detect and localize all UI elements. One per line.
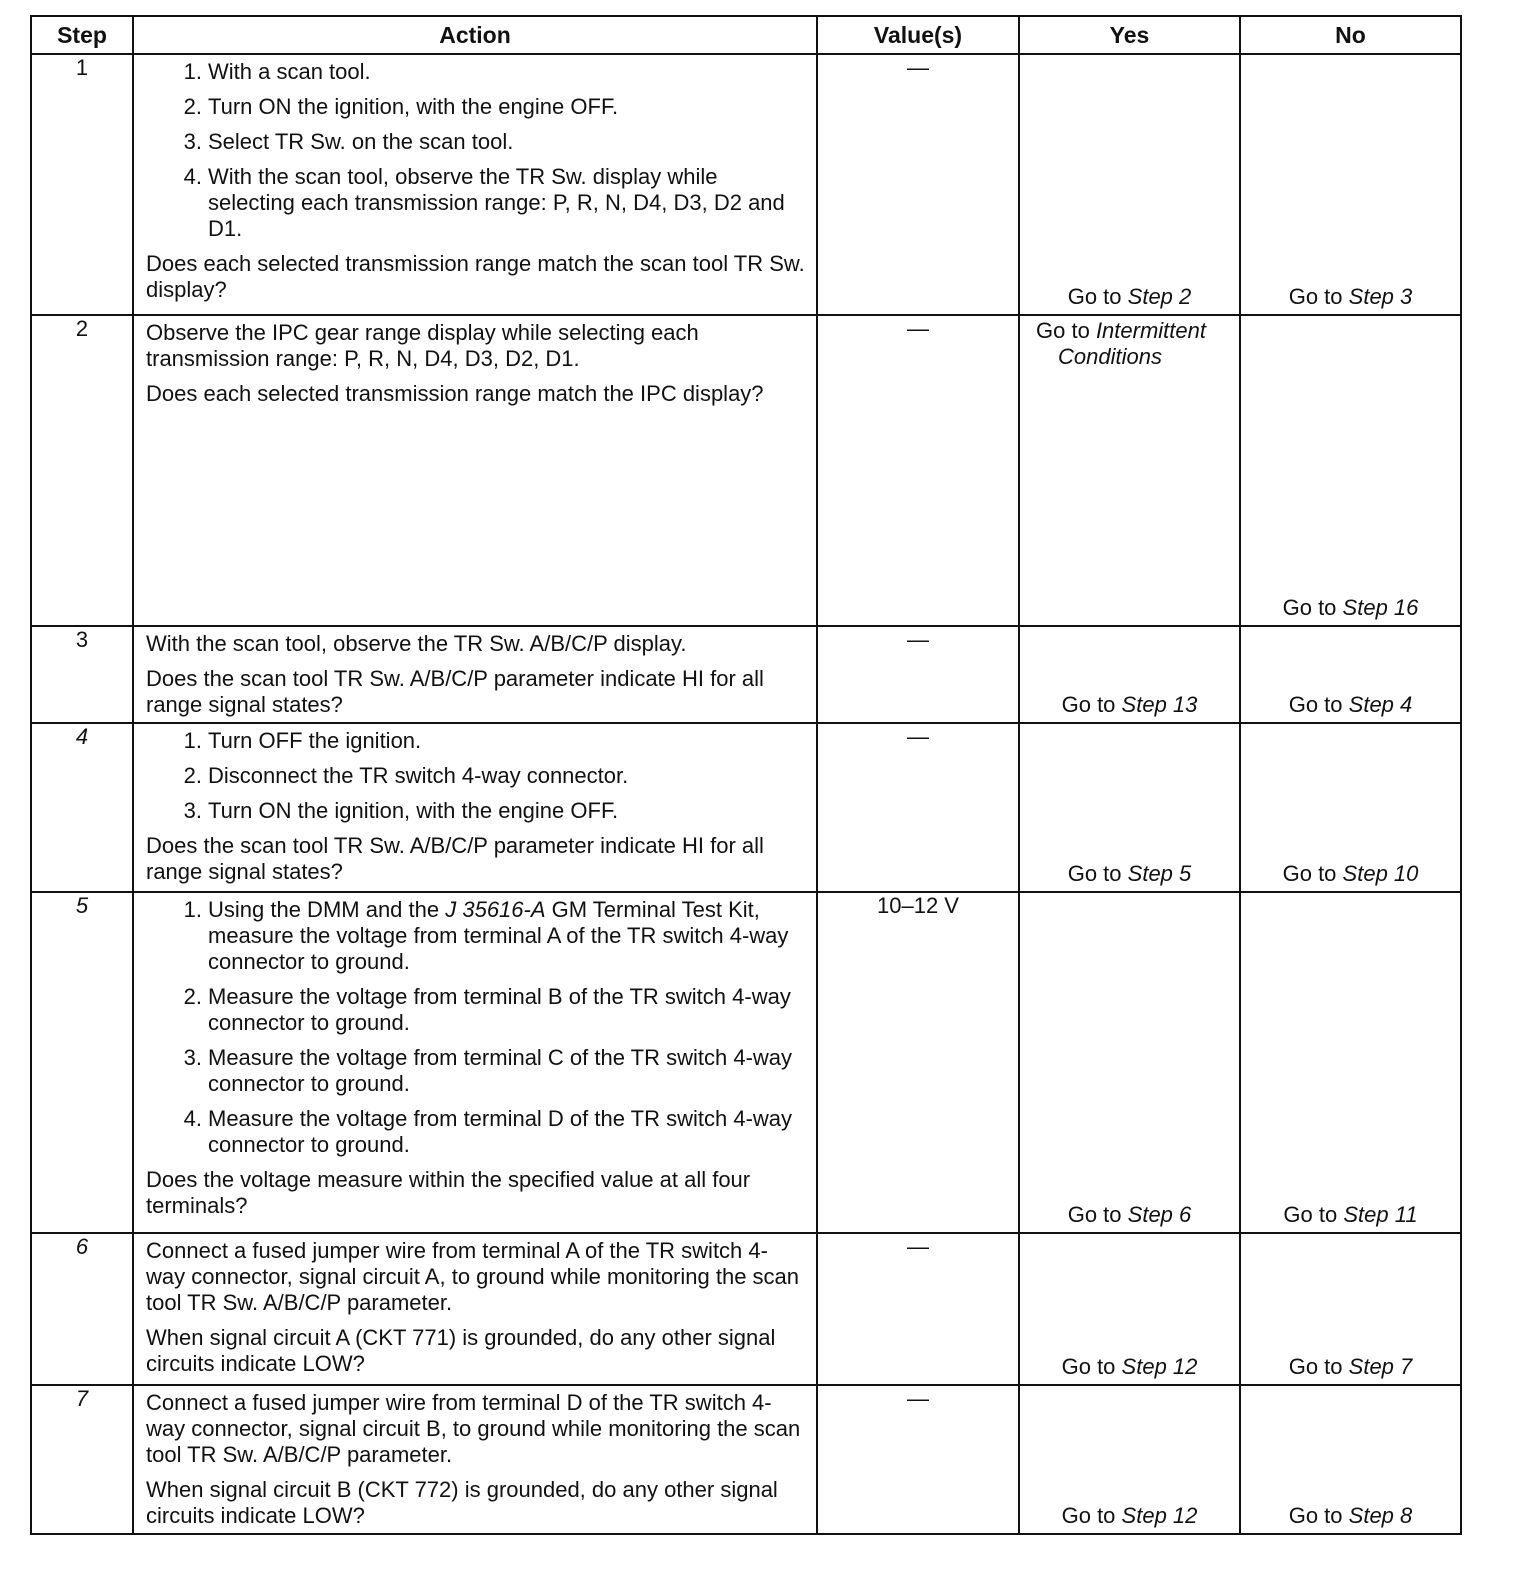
list-item: 3. Measure the voltage from terminal C of the TR switch 4-way connector to ground. xyxy=(183,1045,793,1096)
list-item: 3. Turn ON the ignition, with the engine OFF. xyxy=(183,798,619,823)
header-row xyxy=(31,16,1461,54)
action-cell xyxy=(133,1233,817,1385)
no-goto: Go to Step 8 xyxy=(1288,1503,1413,1528)
header-yes: Yes xyxy=(1019,16,1240,54)
action-cell xyxy=(133,1385,817,1534)
yes-cell xyxy=(1019,1385,1240,1534)
value-cell: 10–12 V xyxy=(817,892,1019,1233)
table-row-step-3 xyxy=(31,626,1461,723)
action-cell xyxy=(133,892,817,1233)
action-text: Connect a fused jumper wire from terminal A of the TR switch 4-way connector, signal circuit A, to ground while monitoring the scan tool TR Sw. A/B/C/P parameter. xyxy=(146,1238,800,1315)
value-cell: — xyxy=(817,54,1019,315)
action-list xyxy=(146,728,806,824)
no-cell xyxy=(1240,1385,1461,1534)
value-cell: — xyxy=(817,1233,1019,1385)
action-question: Does the scan tool TR Sw. A/B/C/P parameter indicate HI for all range signal states? xyxy=(146,833,764,884)
action-question: Does each selected transmission range match the scan tool TR Sw. display? xyxy=(146,251,805,302)
action-cell xyxy=(133,626,817,723)
yes-goto: Go to Step 12 xyxy=(1061,1503,1198,1528)
action-question: When signal circuit B (CKT 772) is grounded, do any other signal circuits indicate LOW? xyxy=(146,1477,778,1528)
action-text: With the scan tool, observe the TR Sw. A/B/C/P display. xyxy=(146,631,687,656)
table-row-step-1 xyxy=(31,54,1461,315)
no-goto: Go to Step 16 xyxy=(1282,595,1419,620)
no-cell xyxy=(1240,892,1461,1233)
yes-cell xyxy=(1019,892,1240,1233)
value-cell: — xyxy=(817,626,1019,723)
list-item: 1. Turn OFF the ignition. xyxy=(183,728,422,753)
yes-goto: Go to Step 5 xyxy=(1067,861,1192,886)
step-number: 7 xyxy=(31,1385,133,1534)
header-values: Value(s) xyxy=(817,16,1019,54)
table-row-step-4 xyxy=(31,723,1461,892)
yes-goto: Go to Step 2 xyxy=(1067,284,1192,309)
value-cell: — xyxy=(817,315,1019,626)
list-item: 2. Measure the voltage from terminal B of the TR switch 4-way connector to ground. xyxy=(183,984,791,1035)
step-number: 2 xyxy=(31,315,133,626)
action-question: Does the scan tool TR Sw. A/B/C/P parameter indicate HI for all range signal states? xyxy=(146,666,764,717)
step-number: 6 xyxy=(31,1233,133,1385)
action-cell xyxy=(133,723,817,892)
yes-cell xyxy=(1019,626,1240,723)
no-cell xyxy=(1240,54,1461,315)
yes-cell xyxy=(1019,315,1240,626)
action-list xyxy=(146,59,806,242)
list-item: 4. Measure the voltage from terminal D of the TR switch 4-way connector to ground. xyxy=(183,1106,793,1157)
header-step: Step xyxy=(31,16,133,54)
list-item: 1. With a scan tool. xyxy=(183,59,371,84)
step-number: 3 xyxy=(31,626,133,723)
action-list xyxy=(146,897,806,1158)
list-item: 1. Using the DMM and the J 35616-A GM Terminal Test Kit, measure the voltage from terminal A of the TR switch 4-way connector to ground. xyxy=(183,897,789,974)
diagnostic-table xyxy=(30,15,1462,1535)
yes-cell xyxy=(1019,54,1240,315)
yes-goto: Go to Step 6 xyxy=(1067,1202,1192,1227)
no-cell xyxy=(1240,723,1461,892)
list-item: 2. Disconnect the TR switch 4-way connector. xyxy=(183,763,629,788)
no-goto: Go to Step 10 xyxy=(1282,861,1419,886)
list-item: 2. Turn ON the ignition, with the engine OFF. xyxy=(183,94,619,119)
no-cell xyxy=(1240,1233,1461,1385)
step-number: 1 xyxy=(31,54,133,315)
yes-cell xyxy=(1019,723,1240,892)
no-goto: Go to Step 3 xyxy=(1288,284,1413,309)
yes-goto: Go to Intermittent Conditions xyxy=(1036,318,1206,369)
action-question: When signal circuit A (CKT 771) is grounded, do any other signal circuits indicate LOW? xyxy=(146,1325,776,1376)
value-cell: — xyxy=(817,723,1019,892)
action-text: Connect a fused jumper wire from terminal D of the TR switch 4-way connector, signal circuit B, to ground while monitoring the scan tool TR Sw. A/B/C/P parameter. xyxy=(146,1390,801,1467)
list-item: 3. Select TR Sw. on the scan tool. xyxy=(183,129,514,154)
table-row-step-7 xyxy=(31,1385,1461,1534)
action-question: Does each selected transmission range match the IPC display? xyxy=(146,381,764,406)
step-number: 5 xyxy=(31,892,133,1233)
list-item: 4. With the scan tool, observe the TR Sw. display while selecting each transmission range: P, R, N, D4, D3, D2 and D1. xyxy=(183,164,785,241)
no-goto: Go to Step 7 xyxy=(1288,1354,1413,1379)
yes-cell xyxy=(1019,1233,1240,1385)
header-action: Action xyxy=(133,16,817,54)
no-goto: Go to Step 11 xyxy=(1283,1202,1418,1227)
action-text: Observe the IPC gear range display while selecting each transmission range: P, R, N, D4, D3, D2, D1. xyxy=(146,320,699,371)
yes-goto: Go to Step 13 xyxy=(1061,692,1198,717)
table-row-step-2 xyxy=(31,315,1461,626)
no-cell xyxy=(1240,315,1461,626)
action-cell xyxy=(133,315,817,626)
table-row-step-5 xyxy=(31,892,1461,1233)
yes-goto: Go to Step 12 xyxy=(1061,1354,1198,1379)
step-number: 4 xyxy=(31,723,133,892)
no-cell xyxy=(1240,626,1461,723)
no-goto: Go to Step 4 xyxy=(1288,692,1413,717)
table-row-step-6 xyxy=(31,1233,1461,1385)
action-question: Does the voltage measure within the specified value at all four terminals? xyxy=(146,1167,751,1218)
header-no: No xyxy=(1240,16,1461,54)
value-cell: — xyxy=(817,1385,1019,1534)
action-cell xyxy=(133,54,817,315)
